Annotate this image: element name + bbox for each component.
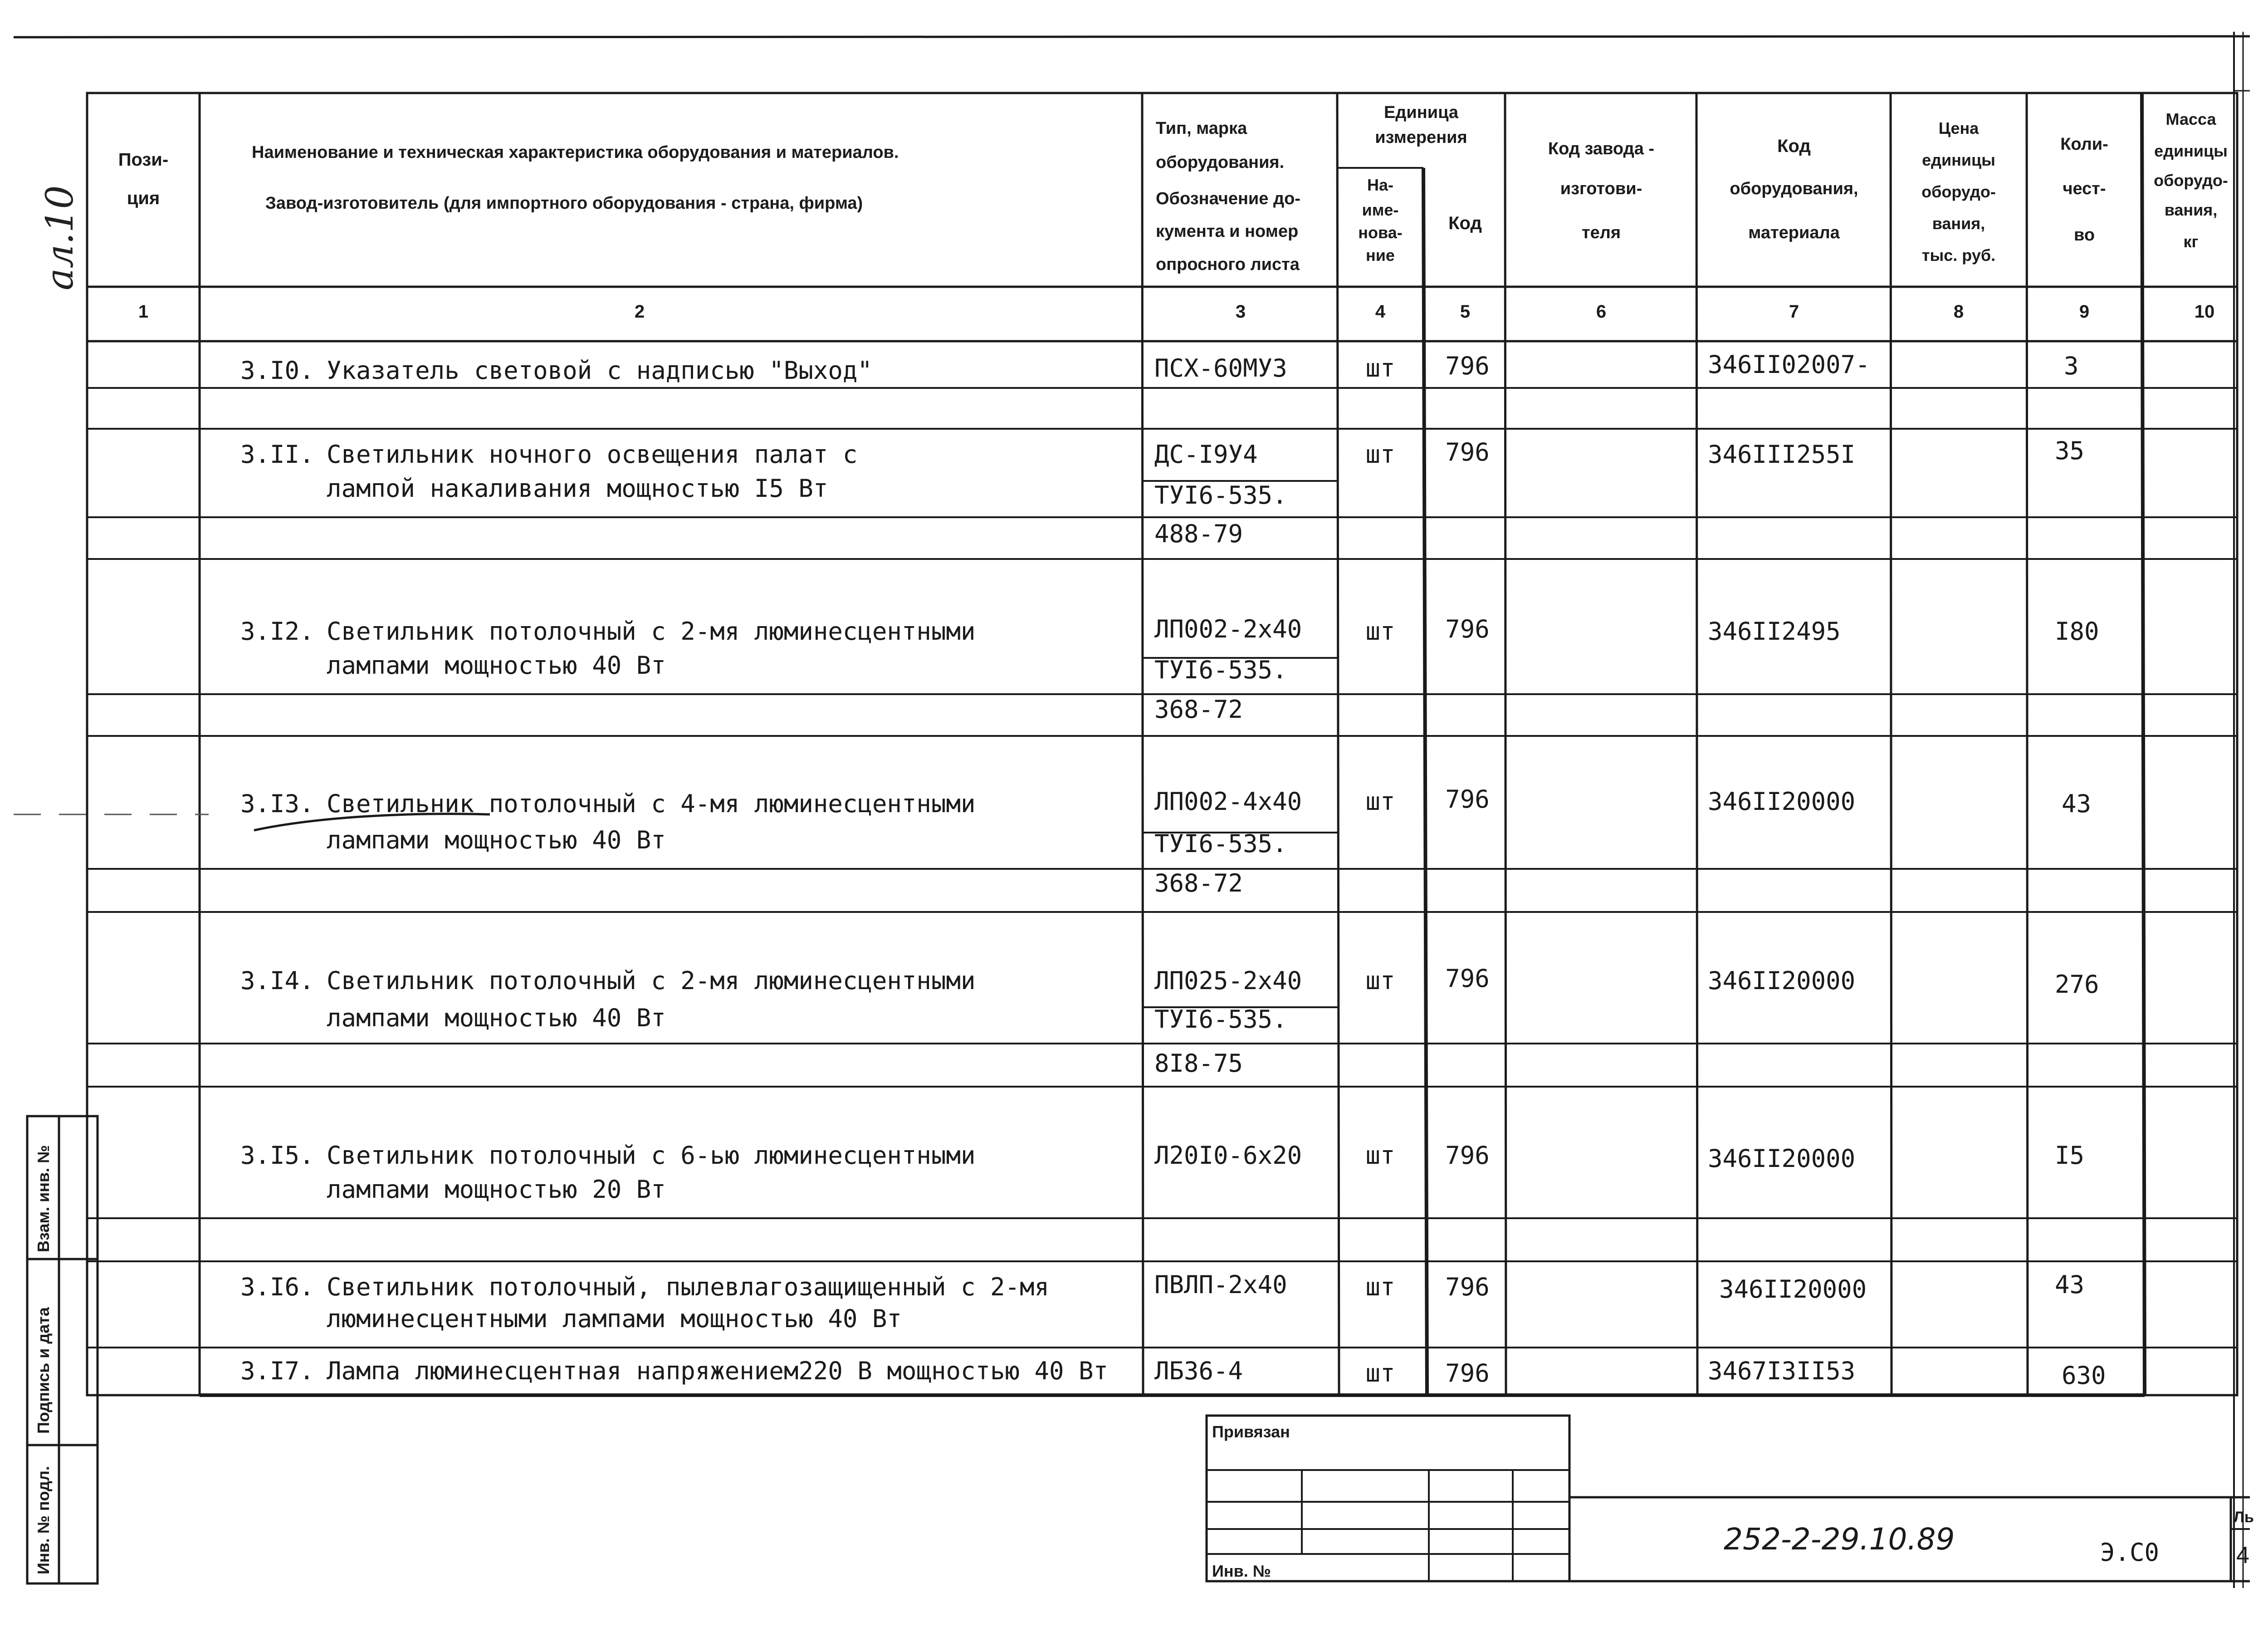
row-311-mat: 346III255I xyxy=(1708,440,1856,469)
hdr-col10-l3: оборудо- xyxy=(2154,171,2228,190)
row-317-pos: 3.I7. xyxy=(240,1357,314,1385)
hdr-unit-l1: Единица xyxy=(1383,103,1459,122)
hdr-col3-l3: Обозначение до- xyxy=(1156,189,1300,208)
row-314-name-1: Светильник потолочный с 2-мя люминесцентными xyxy=(327,966,976,995)
col-number-4: 4 xyxy=(1375,302,1386,322)
row-314-type-1: ЛП025-2х40 xyxy=(1154,966,1302,995)
row-316-mat: 346II20000 xyxy=(1719,1275,1867,1304)
hdr-col10-l5: кг xyxy=(2183,232,2199,251)
row-310-qty: 3 xyxy=(2064,352,2079,380)
hdr-col1-l1: Пози- xyxy=(118,150,169,170)
row-315-name-1: Светильник потолочный с 6-ью люминесцентными xyxy=(327,1141,976,1170)
row-315-pos: 3.I5. xyxy=(240,1141,314,1170)
row-313-name-2: лампами мощностью 40 Вт xyxy=(327,826,666,854)
row-312-unit: шт xyxy=(1365,617,1395,646)
row-313-name-1: Светильник потолочный с 4-мя люминесцентными xyxy=(327,789,976,818)
top-border-line xyxy=(14,36,2250,37)
row-310-code: 796 xyxy=(1445,352,1490,380)
side-stamp-label-2: Подпись и дата xyxy=(34,1307,53,1434)
hdr-col3-l2: оборудования. xyxy=(1156,153,1285,172)
hdr-col9-l1: Коли- xyxy=(2060,135,2108,154)
row-316-type-1: ПВЛП-2х40 xyxy=(1154,1270,1287,1299)
hdr-col5: Код xyxy=(1448,213,1482,233)
row-313-type-1: ЛП002-4х40 xyxy=(1154,787,1302,816)
row-311-unit: шт xyxy=(1365,440,1395,469)
hdr-col7-l2: оборудования, xyxy=(1730,179,1858,198)
hdr-col9-l3: во xyxy=(2073,225,2095,245)
hdr-col6-l2: изготови- xyxy=(1560,179,1642,198)
hdr-col7-l1: Код xyxy=(1777,136,1811,156)
hdr-col8-l3: оборудо- xyxy=(1921,182,1996,201)
hdr-col6-l1: Код завода - xyxy=(1548,139,1655,158)
row-312-type-1: ЛП002-2х40 xyxy=(1154,615,1302,643)
row-310-unit: шт xyxy=(1365,354,1395,382)
row-315-unit: шт xyxy=(1365,1141,1395,1170)
row-311-name-1: Светильник ночного освещения палат с xyxy=(327,440,858,469)
row-312-qty: I80 xyxy=(2055,617,2099,646)
sheet-number: 4 xyxy=(2236,1542,2249,1568)
col-number-2: 2 xyxy=(634,302,645,322)
hdr-col10-l4: вания, xyxy=(2164,201,2218,219)
row-314-type-2: ТУI6-535. xyxy=(1154,1005,1287,1034)
row-314-name-2: лампами мощностью 40 Вт xyxy=(327,1004,666,1032)
col-number-9: 9 xyxy=(2079,302,2090,322)
row-317-code: 796 xyxy=(1445,1359,1490,1387)
hdr-col6-l3: теля xyxy=(1581,223,1621,242)
row-312-pos: 3.I2. xyxy=(240,617,314,646)
doc-code: 252-2-29.10.89 xyxy=(1724,1522,1955,1557)
sheet-label: Ль xyxy=(2234,1509,2254,1526)
row-312-type-3: 368-72 xyxy=(1154,695,1243,724)
row-315-code: 796 xyxy=(1445,1141,1490,1170)
row-315-name-2: лампами мощностью 20 Вт xyxy=(327,1175,666,1204)
row-314-qty: 276 xyxy=(2055,970,2099,999)
hdr-col8-l4: вания, xyxy=(1932,214,1985,233)
inv-label: Инв. № xyxy=(1212,1562,1271,1580)
hdr-col4-l4: ние xyxy=(1366,246,1395,265)
hdr-col3-l1: Тип, марка xyxy=(1156,119,1247,138)
row-314-type-3: 8I8-75 xyxy=(1154,1049,1243,1078)
row-311-name-2: лампой накаливания мощностью I5 Вт xyxy=(327,474,828,503)
row-314-code: 796 xyxy=(1445,964,1490,993)
hdr-col10-l2: единицы xyxy=(2154,142,2228,160)
row-313-code: 796 xyxy=(1445,785,1490,814)
row-313-unit: шт xyxy=(1365,787,1395,816)
row-312-mat: 346II2495 xyxy=(1708,617,1841,646)
hdr-col8-l2: единицы xyxy=(1922,151,1995,169)
row-316-pos: 3.I6. xyxy=(240,1273,314,1301)
row-317-mat: 3467I3II53 xyxy=(1708,1357,1856,1385)
row-316-name-1: Светильник потолочный, пылевлагозащищенный с 2-мя xyxy=(327,1273,1050,1301)
row-312-name-2: лампами мощностью 40 Вт xyxy=(327,651,666,680)
row-311-type-2: ТУI6-535. xyxy=(1154,481,1287,510)
row-316-code: 796 xyxy=(1445,1273,1490,1301)
hdr-col7-l3: материала xyxy=(1748,223,1840,242)
row-313-type-3: 368-72 xyxy=(1154,869,1243,897)
row-312-type-2: ТУI6-535. xyxy=(1154,656,1287,684)
hdr-col4-l2: име- xyxy=(1362,201,1399,219)
row-311-code: 796 xyxy=(1445,438,1490,466)
hdr-col4-l3: нова- xyxy=(1358,223,1403,242)
row-313-pos: 3.I3. xyxy=(240,789,314,818)
row-313-qty: 43 xyxy=(2062,789,2092,818)
hdr-col4-l1: На- xyxy=(1367,176,1394,194)
row-316-qty: 43 xyxy=(2055,1270,2085,1299)
hdr-col2-l2: Завод-изготовитель (для импортного оборудования - страна, фирма) xyxy=(265,194,863,213)
col-number-3: 3 xyxy=(1235,302,1246,322)
row-314-unit: шт xyxy=(1365,966,1395,995)
row-311-type-1: ДС-I9У4 xyxy=(1154,440,1258,469)
row-310-type-1: ПСХ-60МУ3 xyxy=(1154,354,1287,382)
attached-stamp xyxy=(1207,1416,1569,1581)
hdr-col9-l2: чест- xyxy=(2063,179,2106,198)
col-number-1: 1 xyxy=(138,302,149,322)
row-313-mat: 346II20000 xyxy=(1708,787,1856,816)
row-310-mat: 346II02007- xyxy=(1708,350,1870,379)
row-317-name-1: Лампа люминесцентная напряжением220 В мощностью 40 Вт xyxy=(327,1357,1109,1385)
row-311-qty: 35 xyxy=(2055,436,2085,465)
hdr-col10-l1: Масса xyxy=(2165,110,2216,128)
row-316-name-2: люминесцентными лампами мощностью 40 Вт xyxy=(327,1304,902,1333)
title-block xyxy=(1569,1497,2254,1581)
margin-note: ал.10 xyxy=(39,185,82,290)
hdr-col3-l4: кумента и номер xyxy=(1156,222,1299,241)
row-315-qty: I5 xyxy=(2055,1141,2085,1170)
row-311-type-3: 488-79 xyxy=(1154,520,1243,548)
row-315-type-1: Л20I0-6х20 xyxy=(1154,1141,1302,1170)
col-number-6: 6 xyxy=(1596,302,1607,322)
hdr-col2-l1: Наименование и техническая характеристика оборудования и материалов. xyxy=(252,143,899,162)
col-number-7: 7 xyxy=(1789,302,1799,322)
row-317-qty: 630 xyxy=(2062,1361,2106,1390)
row-312-name-1: Светильник потолочный с 2-мя люминесцентными xyxy=(327,617,976,646)
col-number-8: 8 xyxy=(1953,302,1964,322)
hdr-col8-l5: тыс. руб. xyxy=(1921,246,1996,265)
hdr-col1-l2: ция xyxy=(127,188,160,208)
side-stamp-label-3: Инв. № подл. xyxy=(34,1466,53,1574)
row-312-code: 796 xyxy=(1445,615,1490,643)
row-311-pos: 3.II. xyxy=(240,440,314,469)
hdr-unit-l2: измерения xyxy=(1375,128,1467,147)
row-317-type-1: ЛБ36-4 xyxy=(1154,1357,1243,1385)
row-317-unit: шт xyxy=(1365,1359,1395,1387)
row-310-pos: 3.I0. xyxy=(240,356,314,385)
col-number-10: 10 xyxy=(2194,302,2215,322)
hdr-col3-l5: опросного листа xyxy=(1156,255,1300,274)
sheet-code: Э.С0 xyxy=(2100,1538,2160,1567)
col-number-5: 5 xyxy=(1460,302,1471,322)
hdr-col8-l1: Цена xyxy=(1938,119,1979,137)
row-315-mat: 346II20000 xyxy=(1708,1144,1856,1173)
row-314-mat: 346II20000 xyxy=(1708,966,1856,995)
row-313-type-2: ТУI6-535. xyxy=(1154,829,1287,858)
row-310-name-1: Указатель световой с надписью "Выход" xyxy=(327,356,872,385)
row-314-pos: 3.I4. xyxy=(240,966,314,995)
side-stamp-label-1: Взам. инв. № xyxy=(34,1145,53,1252)
row-316-unit: шт xyxy=(1365,1273,1395,1301)
attached-label: Привязан xyxy=(1212,1422,1290,1441)
